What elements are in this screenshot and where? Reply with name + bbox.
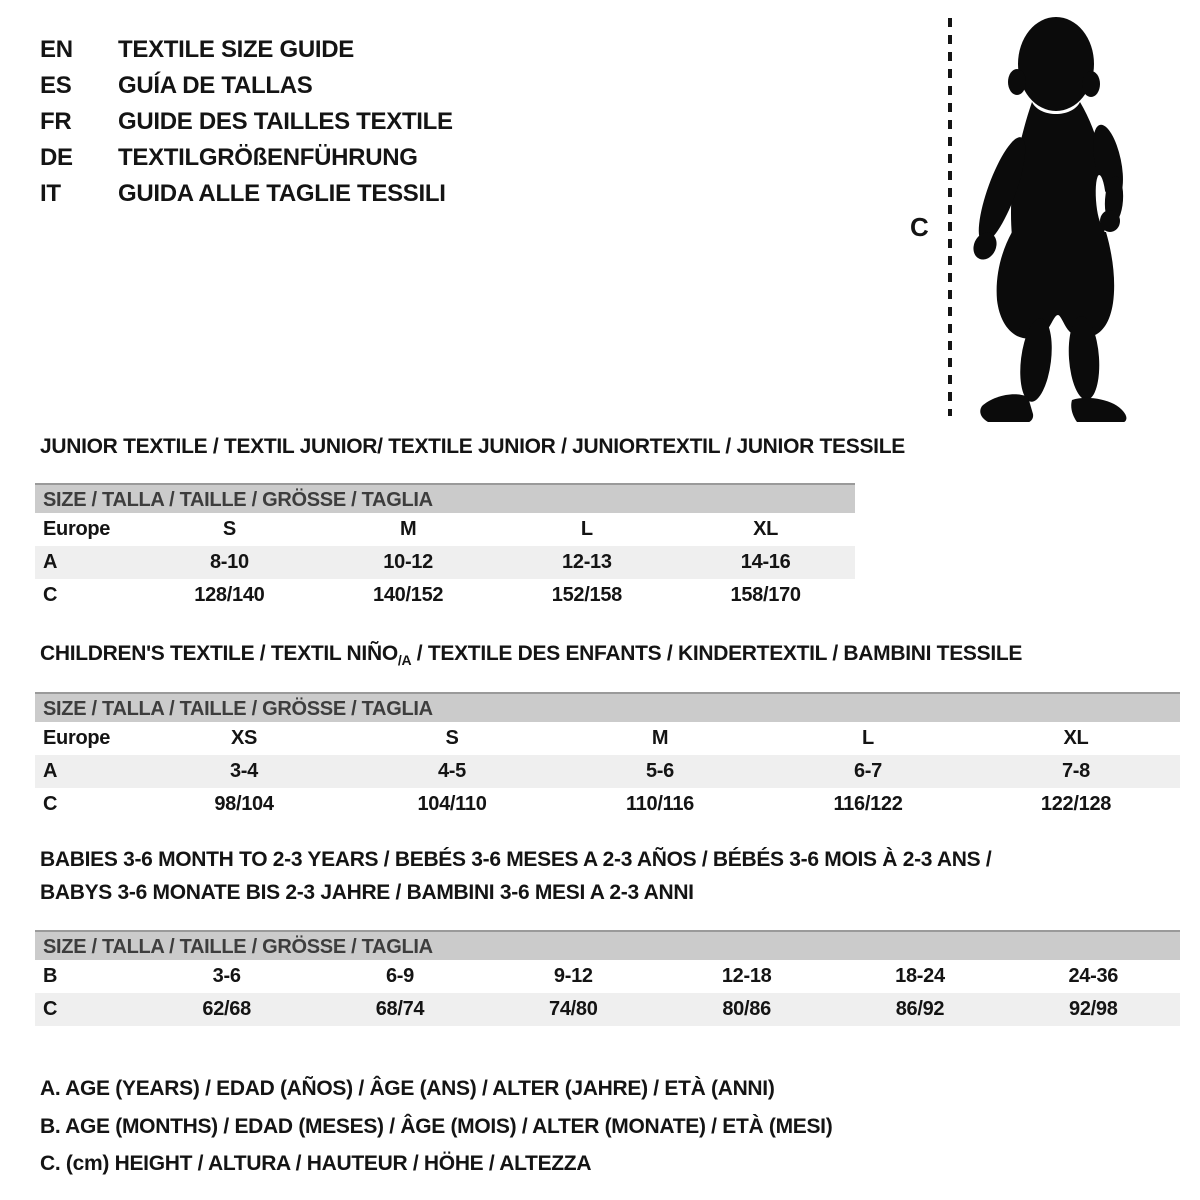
language-title: GUÍA DE TALLAS bbox=[118, 72, 313, 99]
language-code: FR bbox=[40, 108, 72, 135]
size-cell: XL bbox=[1063, 727, 1089, 749]
legend-line-c: C. (cm) HEIGHT / ALTURA / HAUTEUR / HÖHE / ALTEZZA bbox=[40, 1152, 592, 1175]
babies-section-title-line2: BABYS 3-6 MONATE BIS 2-3 JAHRE / BAMBINI 3-6 MESI A 2-3 ANNI bbox=[40, 881, 694, 904]
size-cell: 6-9 bbox=[385, 965, 414, 987]
language-title: TEXTILGRÖßENFÜHRUNG bbox=[118, 144, 418, 171]
size-cell: 5-6 bbox=[645, 760, 674, 782]
size-cell: 9-12 bbox=[553, 965, 593, 987]
size-header-band: SIZE / TALLA / TAILLE / GRÖSSE / TAGLIA bbox=[35, 930, 1180, 960]
size-cell: 86/92 bbox=[895, 998, 945, 1020]
size-cell: M bbox=[399, 518, 417, 540]
size-cell: 14-16 bbox=[740, 551, 791, 573]
row-label: Europe bbox=[43, 518, 111, 540]
table-row bbox=[35, 513, 855, 546]
language-title: GUIDE DES TAILLES TEXTILE bbox=[118, 108, 453, 135]
size-cell: 110/116 bbox=[626, 793, 694, 815]
children-title-post: / TEXTILE DES ENFANTS / KINDERTEXTIL / BAMBINI TESSILE bbox=[411, 642, 1023, 665]
table-row bbox=[35, 788, 1180, 821]
size-cell: 10-12 bbox=[383, 551, 433, 573]
language-code: DE bbox=[40, 144, 73, 171]
children-title-pre: CHILDREN'S TEXTILE / TEXTIL NIÑO bbox=[40, 642, 398, 665]
language-code: EN bbox=[40, 36, 73, 63]
size-cell: L bbox=[862, 727, 874, 749]
height-measure-label: C bbox=[910, 212, 929, 242]
language-row bbox=[40, 68, 453, 104]
legend-line-b: B. AGE (MONTHS) / EDAD (MESES) / ÂGE (MOIS) / ALTER (MONATE) / ETÀ (MESI) bbox=[40, 1114, 833, 1138]
size-cell: 140/152 bbox=[373, 584, 444, 606]
size-cell: 3-4 bbox=[229, 760, 258, 782]
size-cell: 98/104 bbox=[214, 793, 274, 815]
language-row bbox=[40, 140, 453, 176]
legend-line-a: A. AGE (YEARS) / EDAD (AÑOS) / ÂGE (ANS) / ALTER (JAHRE) / ETÀ (ANNI) bbox=[40, 1077, 775, 1100]
children-section-title bbox=[40, 642, 1022, 668]
junior-section-title: JUNIOR TEXTILE / TEXTIL JUNIOR/ TEXTILE JUNIOR / JUNIORTEXTIL / JUNIOR TESSILE bbox=[40, 435, 905, 458]
language-row bbox=[40, 104, 453, 140]
table-row bbox=[35, 993, 1180, 1026]
size-cell: 12-18 bbox=[721, 965, 772, 987]
measurement-legend bbox=[40, 1070, 832, 1183]
size-cell: 74/80 bbox=[549, 998, 598, 1020]
table-row bbox=[35, 755, 1180, 788]
language-title: TEXTILE SIZE GUIDE bbox=[118, 36, 354, 63]
row-label: Europe bbox=[43, 727, 111, 749]
size-header-band: SIZE / TALLA / TAILLE / GRÖSSE / TAGLIA bbox=[35, 692, 1180, 722]
language-code: ES bbox=[40, 72, 72, 99]
size-header-band: SIZE / TALLA / TAILLE / GRÖSSE / TAGLIA bbox=[35, 483, 855, 513]
table-row bbox=[35, 722, 1180, 755]
language-row bbox=[40, 176, 453, 212]
table-row bbox=[35, 960, 1180, 993]
language-row bbox=[40, 32, 453, 68]
size-cell: S bbox=[222, 518, 236, 540]
children-title-sub: /A bbox=[397, 652, 412, 669]
row-label: A bbox=[43, 760, 58, 782]
size-cell: 62/68 bbox=[202, 998, 251, 1020]
size-cell: 4-5 bbox=[437, 760, 466, 782]
size-cell: 6-7 bbox=[853, 760, 882, 782]
row-label: A bbox=[43, 551, 58, 573]
size-cell: 3-6 bbox=[212, 965, 241, 987]
row-label: C bbox=[43, 793, 58, 815]
size-cell: 24-36 bbox=[1068, 965, 1119, 987]
size-cell: 122/128 bbox=[1040, 793, 1112, 815]
language-title: GUIDA ALLE TAGLIE TESSILI bbox=[118, 180, 446, 207]
babies-section-title-line1: BABIES 3-6 MONTH TO 2-3 YEARS / BEBÉS 3-6 MESES A 2-3 AÑOS / BÉBÉS 3-6 MOIS À 2-3 ANS / bbox=[40, 848, 992, 871]
size-cell: 12-13 bbox=[562, 551, 612, 573]
size-cell: 92/98 bbox=[1069, 998, 1118, 1020]
size-cell: 8-10 bbox=[209, 551, 249, 573]
size-cell: M bbox=[651, 727, 669, 749]
size-cell: XL bbox=[753, 518, 779, 540]
size-cell: 80/86 bbox=[722, 998, 771, 1020]
size-cell: 7-8 bbox=[1061, 760, 1090, 782]
table-row bbox=[35, 546, 855, 579]
row-label: C bbox=[43, 998, 58, 1020]
junior-size-table bbox=[35, 483, 855, 612]
size-cell: 18-24 bbox=[895, 965, 945, 987]
size-cell: L bbox=[580, 518, 593, 540]
size-cell: 116/122 bbox=[833, 793, 903, 815]
size-cell: 104/110 bbox=[417, 793, 487, 815]
size-cell: 68/74 bbox=[375, 998, 425, 1020]
row-label: C bbox=[43, 584, 58, 606]
babies-size-table bbox=[35, 930, 1180, 1026]
size-cell: 158/170 bbox=[730, 584, 801, 606]
baby-silhouette-icon bbox=[960, 10, 1145, 422]
language-code: IT bbox=[40, 180, 61, 207]
size-cell: S bbox=[445, 727, 459, 749]
language-header bbox=[40, 32, 453, 212]
size-cell: 152/158 bbox=[551, 584, 622, 606]
size-cell: 128/140 bbox=[194, 584, 265, 606]
row-label: B bbox=[43, 965, 58, 987]
height-measure-line bbox=[948, 18, 952, 416]
table-row bbox=[35, 579, 855, 612]
children-size-table bbox=[35, 692, 1180, 821]
size-cell: XS bbox=[230, 727, 258, 749]
